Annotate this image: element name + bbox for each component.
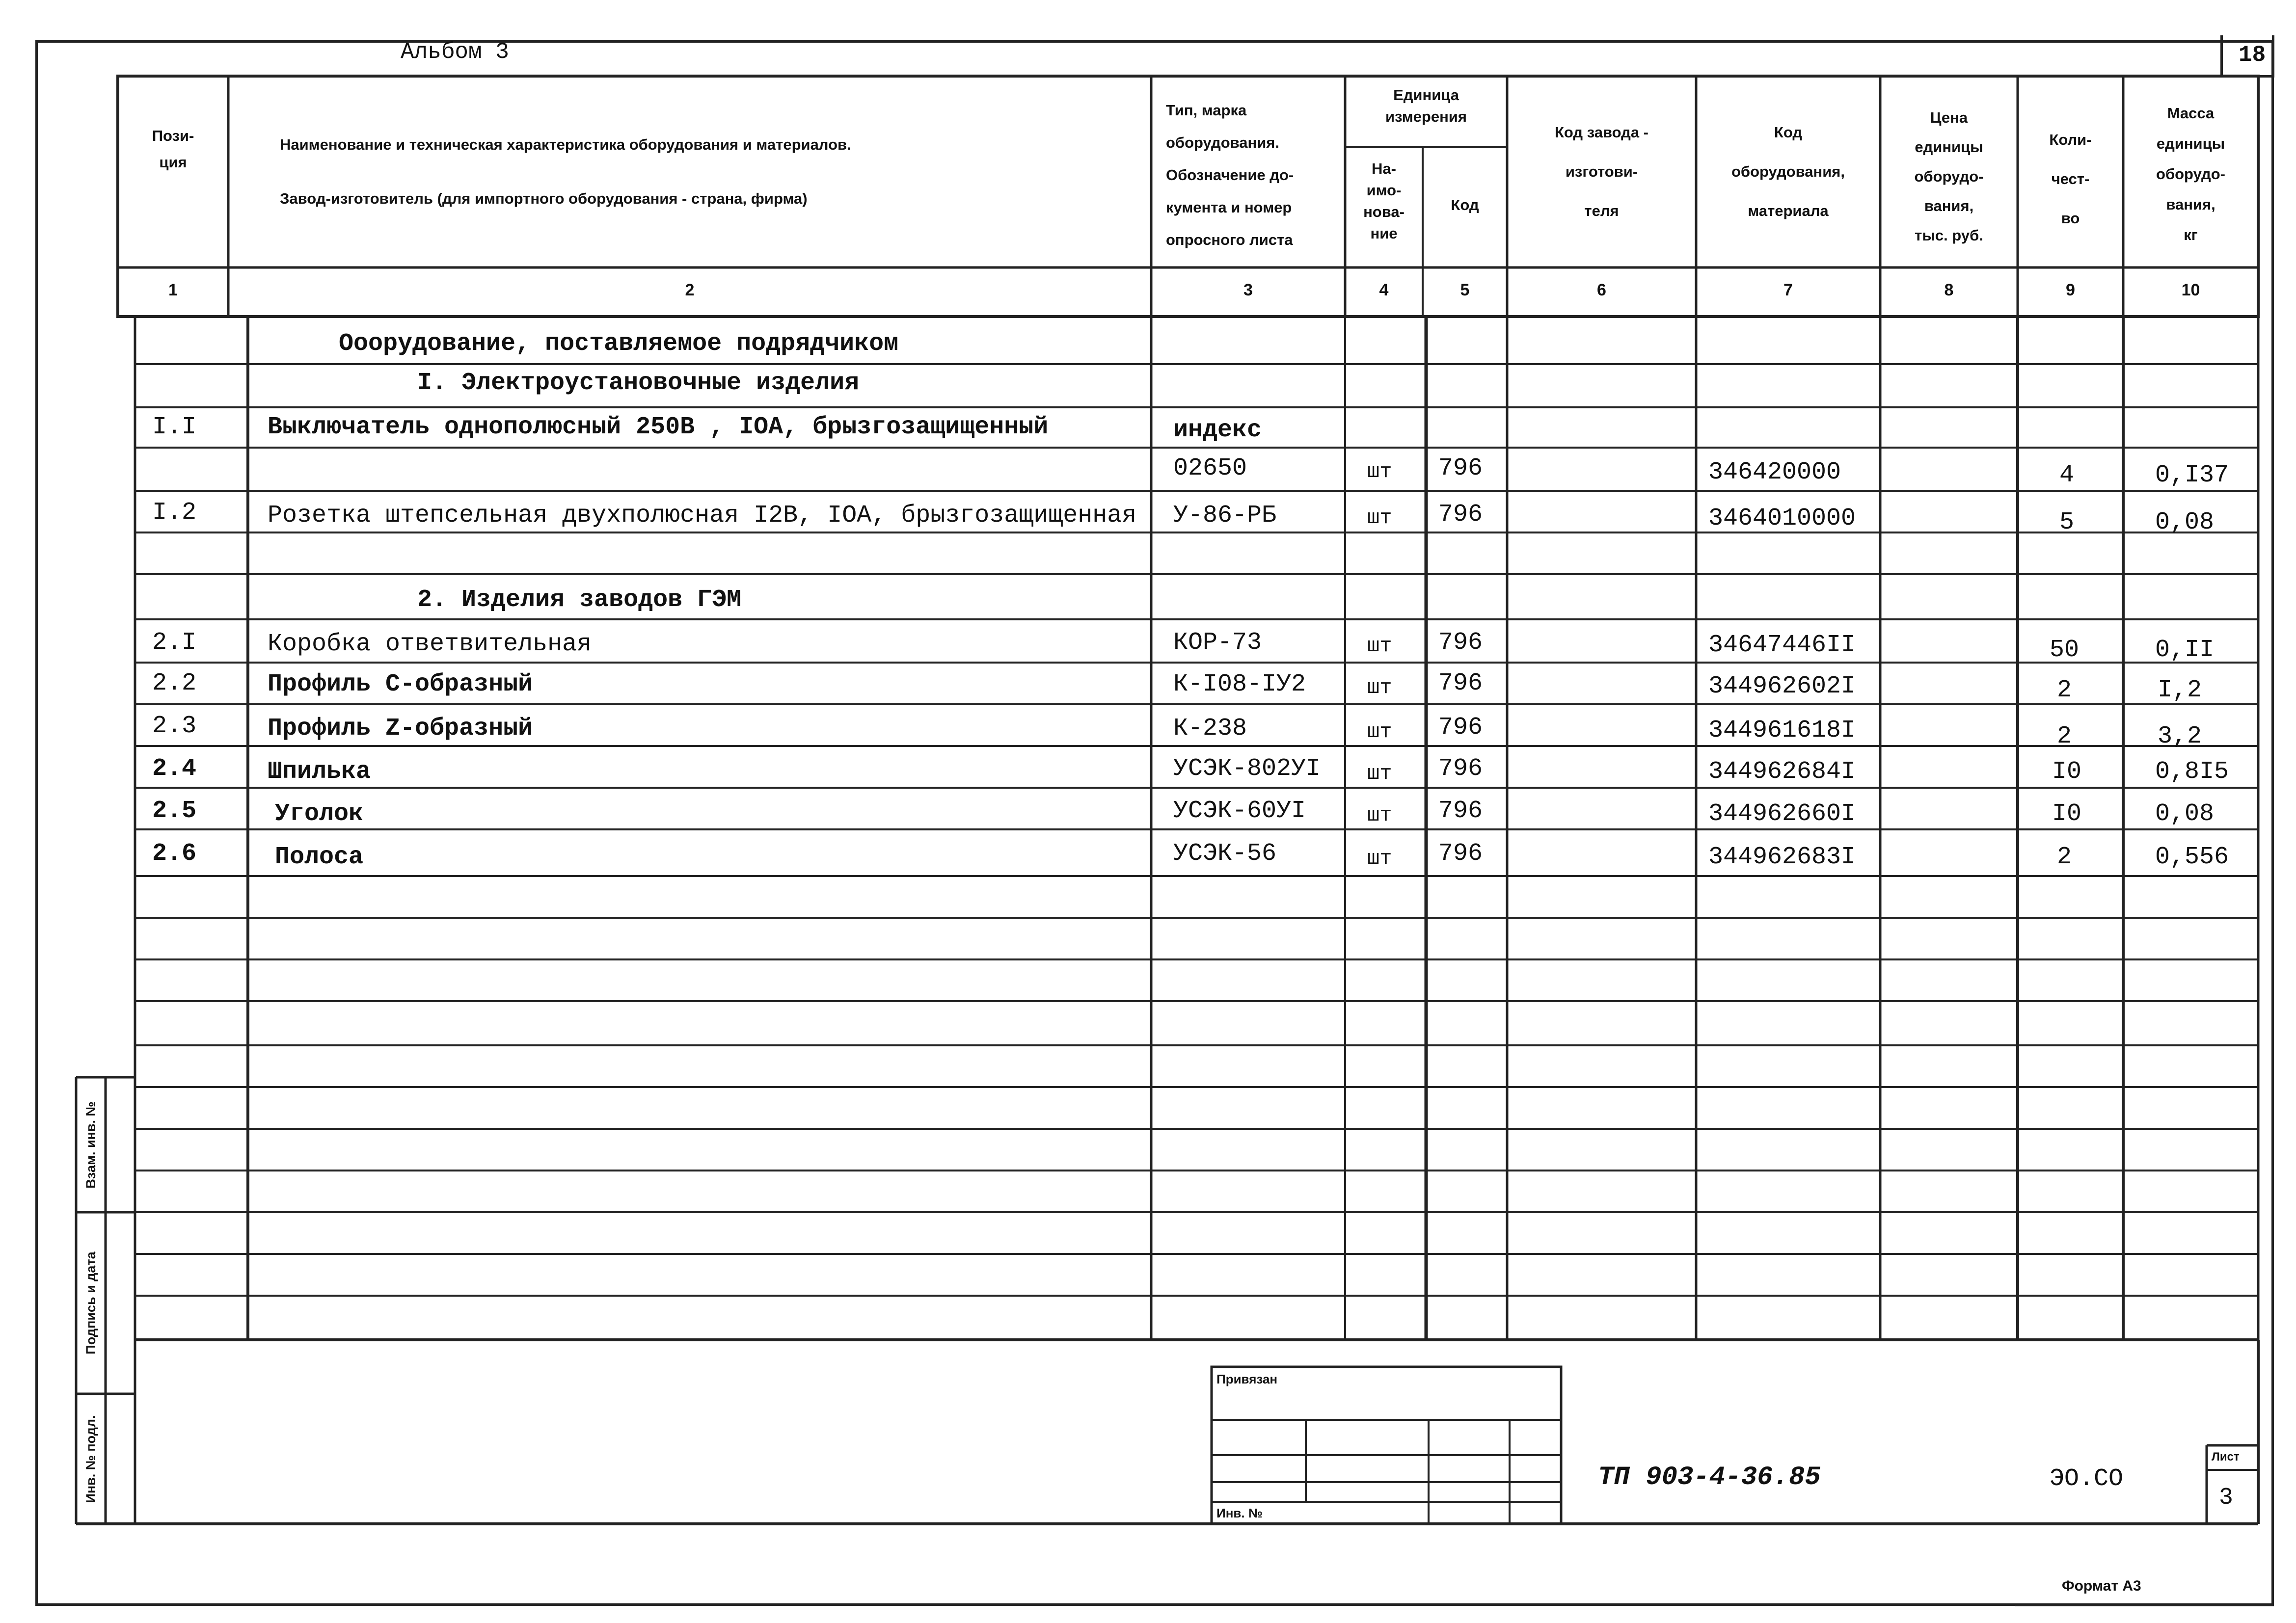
section-heading: 2. Изделия заводов ГЭМ <box>417 586 742 614</box>
row-name: Шпилька <box>268 758 371 786</box>
privyazan-label: Привязан <box>1216 1372 1278 1386</box>
row-quantity: I0 <box>2052 758 2082 786</box>
document-code: ТП 903-4-36.85 <box>1598 1463 1821 1492</box>
row-position: 2.5 <box>152 797 197 825</box>
sheet-number: 18 <box>2239 42 2266 68</box>
side-label-replaced-inv: Взам. инв. № <box>83 1101 98 1189</box>
row-unit-code: 796 <box>1438 755 1483 783</box>
colnum-8: 8 <box>1944 281 1954 299</box>
row-mass: 3,2 <box>2158 722 2202 750</box>
row-unit: шт <box>1367 506 1392 530</box>
row-type: УСЭК-60УI <box>1173 797 1306 825</box>
row-mass: 0,556 <box>2155 843 2229 871</box>
row-unit-code: 796 <box>1438 669 1483 697</box>
row-quantity: 2 <box>2057 843 2072 871</box>
row-mass: 0,08 <box>2155 800 2215 828</box>
document-mark: ЭО.СО <box>2050 1465 2124 1493</box>
colnum-1: 1 <box>168 281 178 299</box>
header-unit-name: На- имо- нова- ние <box>1363 160 1405 242</box>
row-unit-code: 796 <box>1438 629 1483 657</box>
colnum-3: 3 <box>1243 281 1253 299</box>
side-label-signature-date: Подпись и дата <box>83 1251 98 1355</box>
colnum-6: 6 <box>1597 281 1606 299</box>
row-unit: шт <box>1367 762 1392 785</box>
row-type: индекс <box>1173 416 1262 444</box>
row-type: КОР-73 <box>1173 629 1262 657</box>
header-factory-code: Код завода - изготови- теля <box>1554 124 1648 219</box>
colnum-5: 5 <box>1460 281 1470 299</box>
row-position: I.2 <box>152 499 197 527</box>
row-type: УСЭК-802УI <box>1173 755 1321 783</box>
row-quantity: 50 <box>2050 636 2080 664</box>
row-unit: шт <box>1367 460 1392 483</box>
header-item-code: Код оборудования, материала <box>1731 124 1845 219</box>
row-item-code: 344962660I <box>1708 800 1856 828</box>
row-item-code: 344961618I <box>1708 717 1856 745</box>
album-label: Альбом 3 <box>401 39 509 65</box>
header-type: Тип, марка оборудования. Обозначение до- кумента и номер опросного листа <box>1166 102 1294 248</box>
row-position: 2.2 <box>152 669 197 697</box>
row-item-code: 344962602I <box>1708 672 1856 700</box>
row-item-code: 346420000 <box>1708 458 1841 486</box>
row-name: Коробка ответвительная <box>268 630 592 658</box>
row-type: УСЭК-56 <box>1173 840 1277 868</box>
header-price: Цена единицы оборудо- вания, тыс. руб. <box>1914 109 1984 244</box>
row-name: Выключатель однополюсный 250В , IOA, брызгозащищенный <box>268 413 1049 441</box>
row-mass: 0,II <box>2155 636 2215 664</box>
row-mass: 0,8I5 <box>2155 758 2229 786</box>
colnum-2: 2 <box>685 281 695 299</box>
row-type: 02650 <box>1173 454 1247 482</box>
row-name: Уголок <box>275 800 364 828</box>
list-label: Лист <box>2212 1450 2240 1463</box>
row-position: I.I <box>152 413 197 441</box>
section-heading: I. Электроустановочные изделия <box>417 369 860 397</box>
row-quantity: 2 <box>2057 676 2072 704</box>
format-label: Формат А3 <box>2062 1578 2141 1594</box>
row-name: Розетка штепсельная двухполюсная I2B, IOA, брызгозащищенная <box>268 502 1137 530</box>
colnum-4: 4 <box>1379 281 1389 299</box>
row-quantity: I0 <box>2052 800 2082 828</box>
row-type: У-86-РБ <box>1173 502 1277 530</box>
header-mass: Масса единицы оборудо- вания, кг <box>2156 105 2225 243</box>
header-unit-group: Единица измерения <box>1385 86 1467 125</box>
row-type: К-I08-IУ2 <box>1173 670 1306 698</box>
row-unit-code: 796 <box>1438 840 1483 868</box>
row-position: 2.4 <box>152 755 197 783</box>
header-quantity: Коли- чест- во <box>2049 131 2092 227</box>
row-unit-code: 796 <box>1438 714 1483 742</box>
row-unit-code: 796 <box>1438 501 1483 529</box>
header-unit-code: Код <box>1451 196 1479 213</box>
row-type: К-238 <box>1173 715 1247 743</box>
row-unit: шт <box>1367 634 1392 658</box>
row-position: 2.I <box>152 629 197 657</box>
row-item-code: 34647446II <box>1708 631 1856 659</box>
colnum-10: 10 <box>2181 281 2200 299</box>
inv-no-label: Инв. № <box>1216 1506 1263 1520</box>
row-quantity: 5 <box>2059 508 2075 536</box>
row-unit: шт <box>1367 847 1392 870</box>
row-unit-code: 796 <box>1438 797 1483 825</box>
row-item-code: 3464010000 <box>1708 505 1856 532</box>
colnum-9: 9 <box>2066 281 2075 299</box>
colnum-7: 7 <box>1783 281 1793 299</box>
row-mass: 0,I37 <box>2155 461 2229 489</box>
row-quantity: 4 <box>2059 461 2075 489</box>
section-heading: Ооорудование, поставляемое подрядчиком <box>339 330 899 358</box>
row-name: Профиль С-образный <box>268 670 533 698</box>
row-position: 2.6 <box>152 840 197 868</box>
row-unit: шт <box>1367 803 1392 827</box>
row-unit: шт <box>1367 720 1392 744</box>
side-label-original-inv: Инв. № подл. <box>83 1415 98 1503</box>
row-mass: I,2 <box>2158 676 2202 704</box>
row-unit-code: 796 <box>1438 454 1483 482</box>
row-unit: шт <box>1367 676 1392 699</box>
row-position: 2.3 <box>152 712 197 740</box>
row-item-code: 344962683I <box>1708 843 1856 871</box>
header-name: Наименование и техническая характеристика оборудования и материалов. Завод-изготовитель (для импортного оборудования - страна, фирма) <box>280 136 851 207</box>
row-name: Профиль Z-образный <box>268 715 533 743</box>
row-quantity: 2 <box>2057 722 2072 750</box>
header-position: Пози- ция <box>152 127 194 171</box>
row-item-code: 344962684I <box>1708 758 1856 786</box>
row-name: Полоса <box>275 843 364 871</box>
row-mass: 0,08 <box>2155 508 2215 536</box>
list-number: 3 <box>2219 1485 2233 1511</box>
